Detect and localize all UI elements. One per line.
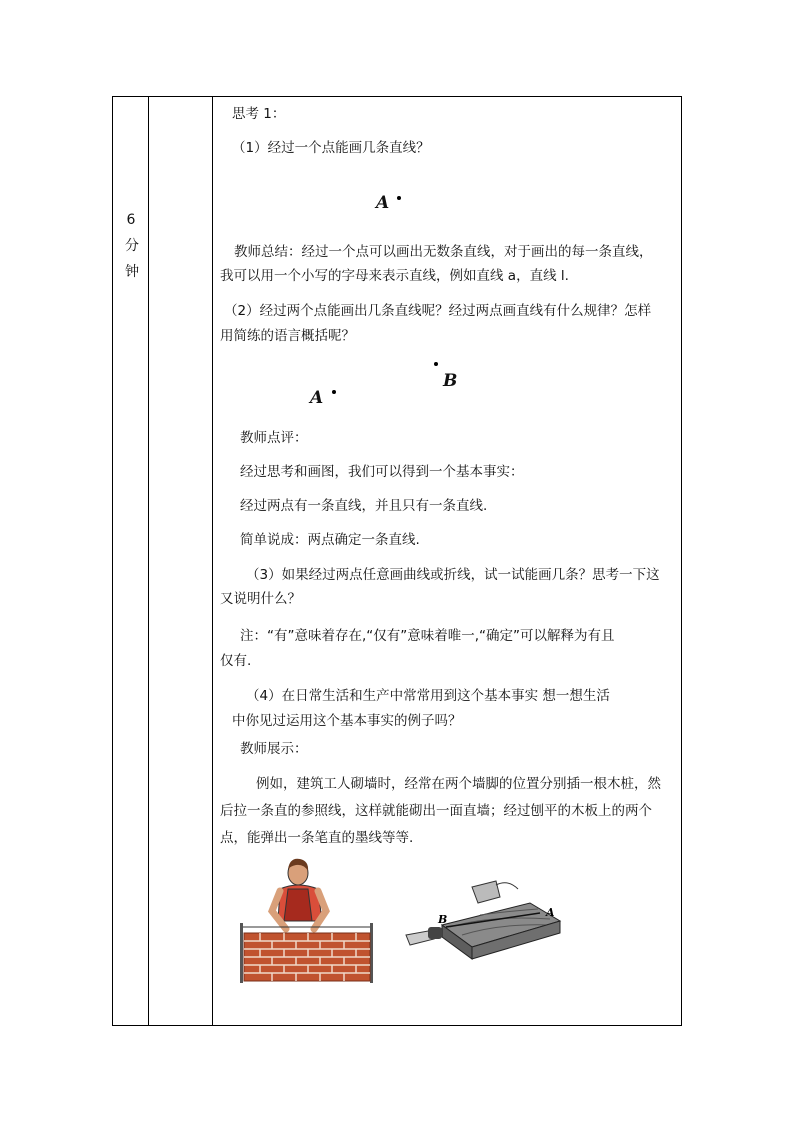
example-line-1: 例如，建筑工人砌墙时，经常在两个墙脚的位置分别插一根木桩，然 xyxy=(256,776,661,792)
point-a-label: A xyxy=(376,193,390,213)
note-line-1: 注：“有”意味着存在,“仅有”意味着唯一,“确定”可以解释为有且 xyxy=(240,628,615,644)
summary-line-2: 我可以用一个小写的字母来表示直线，例如直线 a，直线 l. xyxy=(220,268,569,284)
question-1: （1）经过一个点能画几条直线？ xyxy=(232,140,430,156)
column-divider xyxy=(212,97,213,1025)
time-unit-2: 钟 xyxy=(125,264,139,280)
question-3-line-2: 又说明什么？ xyxy=(220,591,301,607)
time-unit-1: 分 xyxy=(125,238,139,254)
example-line-2: 后拉一条直的参照线，这样就能砌出一面直墙；经过刨平的木板上的两个 xyxy=(220,803,652,819)
question-3-line-1: （3）如果经过两点任意画曲线或折线，试一试能画几条？思考一下这 xyxy=(246,567,660,583)
note-line-2: 仅有. xyxy=(220,653,252,669)
question-4-line-2: 中你见过运用这个基本事实的例子吗？ xyxy=(232,713,462,729)
board-label-b: B xyxy=(438,913,448,926)
point-a2-dot xyxy=(332,390,336,394)
think-title: 思考 1： xyxy=(232,106,286,122)
lesson-table xyxy=(112,96,682,1026)
board-label-a: A xyxy=(546,906,555,919)
question-2-line-1: （2）经过两个点能画出几条直线呢？经过两点画直线有什么规律？怎样 xyxy=(224,303,652,319)
bricklayer-illustration xyxy=(238,855,378,985)
basic-fact: 经过两点有一条直线，并且只有一条直线. xyxy=(240,498,488,514)
point-b-label: B xyxy=(443,371,458,391)
question-4-line-1: （4）在日常生活和生产中常常用到这个基本事实 想一想生活 xyxy=(246,688,610,704)
point-a2-label: A xyxy=(310,388,324,408)
point-a-dot xyxy=(397,196,401,200)
board-illustration xyxy=(400,875,570,965)
summary-line-1: 教师总结：经过一个点可以画出无数条直线，对于画出的每一条直线， xyxy=(234,244,653,260)
fact-intro: 经过思考和画图，我们可以得到一个基本事实： xyxy=(240,464,524,480)
comment-label: 教师点评： xyxy=(240,430,308,446)
time-cell xyxy=(125,207,137,285)
question-2-line-2: 用简练的语言概括呢？ xyxy=(220,328,355,344)
example-line-3: 点，能弹出一条笔直的墨线等等. xyxy=(220,830,414,846)
time-number: 6 xyxy=(126,212,136,228)
column-divider xyxy=(148,97,149,1025)
fact-short: 简单说成：两点确定一条直线. xyxy=(240,532,420,548)
point-b-dot xyxy=(434,362,438,366)
show-label: 教师展示： xyxy=(240,741,308,757)
